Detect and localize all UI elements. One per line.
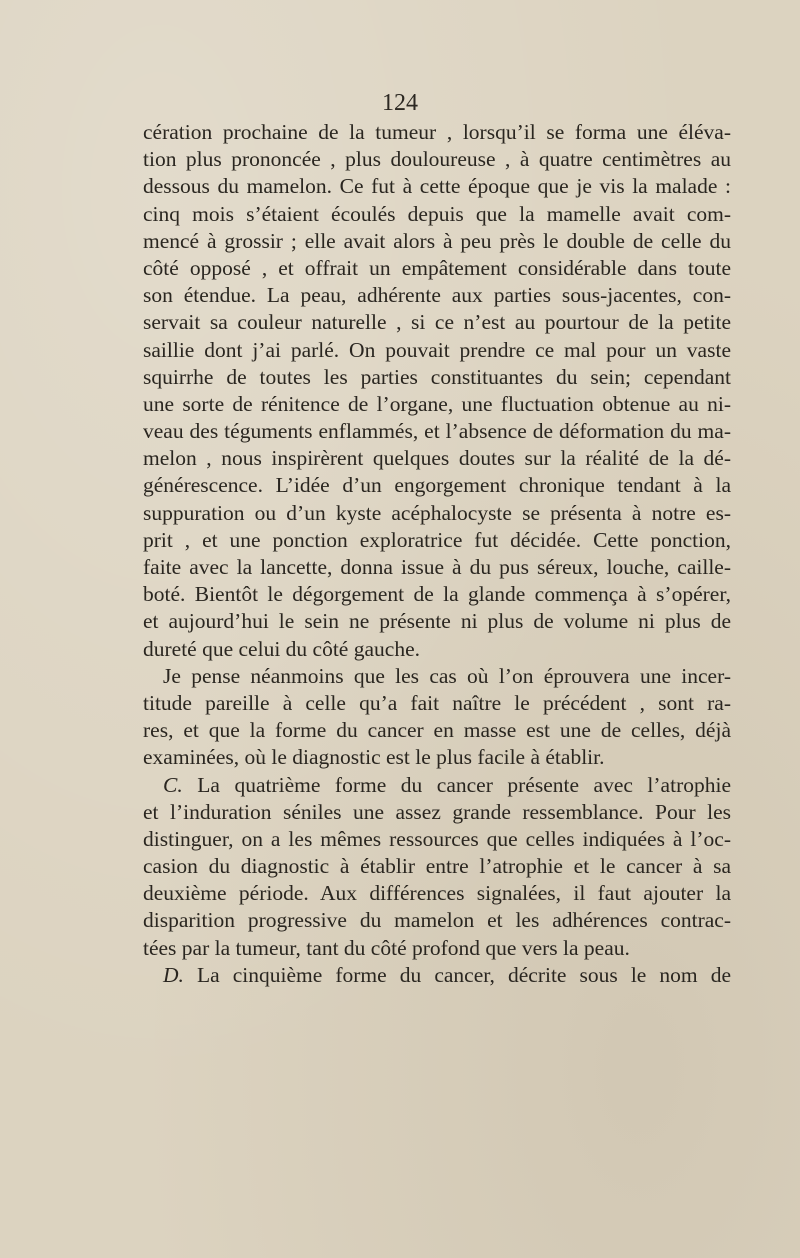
text-line: dessous du mamelon. Ce fut à cette époque que je vis la malade : — [143, 174, 731, 199]
text-line: son étendue. La peau, adhérente aux parties sous-jacentes, con- — [143, 283, 731, 308]
text-line: melon , nous inspirèrent quelques doutes sur la réalité de la dé- — [143, 446, 731, 471]
text-line: une sorte de rénitence de l’organe, une fluctuation obtenue au ni- — [143, 391, 731, 416]
text-line: dureté que celui du côté gauche. — [143, 636, 420, 661]
text-line: deuxième période. Aux différences signalées, il faut ajouter la — [143, 881, 731, 906]
text-line: squirrhe de toutes les parties constituantes du sein; cependant — [143, 364, 731, 389]
text-line: prit , et une ponction exploratrice fut décidée. Cette ponction, — [143, 527, 731, 552]
text-line-c-body: La quatrième forme du cancer présente avec l’atrophie — [197, 772, 731, 797]
text-line: générescence. L’idée d’un engorgement chronique tendant à la — [143, 473, 731, 498]
text-line: distinguer, on a les mêmes ressources que celles indiquées à l’oc- — [143, 826, 731, 851]
text-line-d-body: La cinquième forme du cancer, décrite sous le nom de — [196, 962, 731, 987]
page-number: 124 — [382, 90, 418, 116]
text-line: suppuration ou d’un kyste acéphalocyste se présenta à notre es- — [143, 500, 731, 525]
section-marker-d: D. — [163, 962, 184, 987]
text-line-c — [143, 772, 731, 799]
text-line: disparition progressive du mamelon et les adhérences contrac- — [143, 908, 731, 933]
text-line: boté. Bientôt le dégorgement de la glande commença à s’opérer, — [143, 582, 731, 607]
text-line: res, et que la forme du cancer en masse est une de celles, déjà — [143, 718, 731, 743]
text-line: mencé à grossir ; elle avait alors à peu près le double de celle du — [143, 228, 731, 253]
text-line: cinq mois s’étaient écoulés depuis que la mamelle avait com- — [143, 201, 731, 226]
text-line: tées par la tumeur, tant du côté profond que vers la peau. — [143, 935, 630, 960]
text-line: cération prochaine de la tumeur , lorsqu’il se forma une éléva- — [143, 120, 731, 144]
text-line: servait sa couleur naturelle , si ce n’est au pourtour de la petite — [143, 310, 731, 335]
text-line-d — [143, 962, 731, 989]
text-line: titude pareille à celle qu’a fait naître le précédent , sont ra- — [143, 690, 731, 715]
text-line: et l’induration séniles une assez grande ressemblance. Pour les — [143, 799, 731, 824]
text-line: faite avec la lancette, donna issue à du pus séreux, louche, caille- — [143, 555, 731, 579]
text-line: veau des téguments enflammés, et l’absence de déformation du ma- — [143, 419, 731, 444]
text-line: Je pense néanmoins que les cas où l’on éprouvera une incer- — [163, 663, 731, 688]
text-line: côté opposé , et offrait un empâtement considérable dans toute — [143, 255, 731, 280]
text-line: examinées, où le diagnostic est le plus facile à établir. — [143, 745, 605, 770]
text-line: saillie dont j’ai parlé. On pouvait prendre ce mal pour un vaste — [143, 337, 731, 362]
text-line: et aujourd’hui le sein ne présente ni plus de volume ni plus de — [143, 609, 731, 634]
text-line: tion plus prononcée , plus douloureuse , à quatre centimètres au — [143, 147, 731, 172]
section-marker-c: C. — [163, 772, 183, 797]
text-line: casion du diagnostic à établir entre l’atrophie et le cancer à sa — [143, 854, 731, 879]
body-text — [143, 119, 731, 989]
